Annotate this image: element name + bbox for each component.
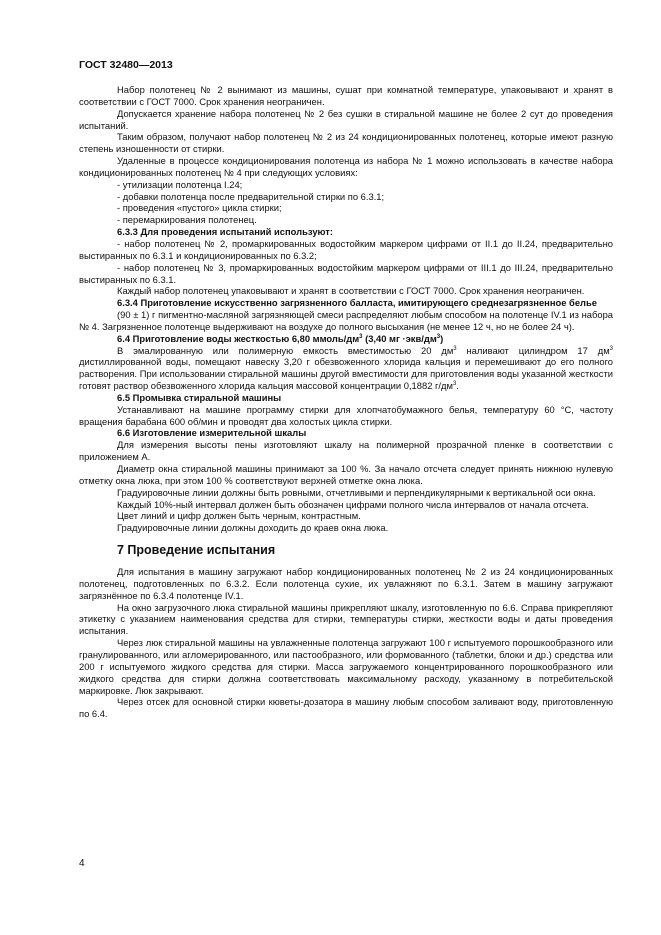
paragraph: Каждый 10%-ный интервал должен быть обозначен цифрами полного числа интервалов от начала отсчета. [117,498,589,510]
paragraph-text: дистиллированной воды, помещают навеску 3,20 г обезвоженного хлорида кальция и перемешивают до его полного растворения. При использовании стиральной машины другой вместимости для приготовления воды указанной жесткости готовят раствор обезвоженного хлорида кальция массовой концентрации 0,1882 г/дм [79,356,613,392]
list-item: - утилизации полотенца I.24; [117,178,243,190]
paragraph [79,345,613,392]
paragraph: Таким образом, получают набор полотенец № 2 из 24 кондиционированных полотенец, которые имеют разную степень изношенности от стирки. [79,131,613,155]
list-item: - перемаркирования полотенец. [117,214,257,226]
paragraph-text: наливают цилиндром 17 дм [456,344,610,356]
superscript: 3 [609,345,613,352]
paragraph: Цвет линий и цифр должен быть черным, контрастным. [117,510,361,522]
paragraph: На окно загрузочного люка стиральной машины прикрепляют шкалу, изготовленную по 6.6. Справа прикрепляют этикетку с указанием наименования средства для стирки, температуры стирки, жесткости воды и даты проведения испытания. [79,601,613,637]
superscript: 3 [453,345,457,352]
list-item: - добавки полотенца после предварительной стирки по 6.3.1; [117,190,385,202]
heading-text: ) [440,332,444,344]
subsection-heading-6-3-3: 6.3.3 Для проведения испытаний используют: [117,226,334,238]
section-heading-6-5: 6.5 Промывка стиральной машины [117,391,282,403]
list-item: - проведения «пустого» цикла стирки; [117,202,282,214]
subsection-heading-6-3-4: 6.3.4 Приготовление искусственно загрязненного балласта, имитирующего среднезагрязненное белье [117,297,597,309]
section-heading-6-4 [79,333,613,345]
section-heading-6-6: 6.6 Изготовление измерительной шкалы [117,427,307,439]
paragraph: Удаленные в процессе кондиционирования полотенца из набора № 1 можно использовать в качестве набора кондиционированных полотенец № 4 при следующих условиях: [79,155,613,178]
document-code: ГОСТ 32480—2013 [79,59,173,71]
page-number: 4 [79,858,85,869]
paragraph: Устанавливают на машине программу стирки для хлопчатобумажного белья, температуру 60 °С, частоту вращения барабана 600 об/мин и проводят два холостых цикла стирки. [79,403,613,427]
paragraph: Градуировочные линии должны быть ровными, отчетливыми и перпендикулярными к вертикальной оси окна. [117,486,596,498]
paragraph: Допускается хранение набора полотенец № 2 без сушки в стиральной машине не более 2 сут до проведения испытаний. [79,107,613,131]
paragraph: Набор полотенец № 2 вынимают из машины, сушат при комнатной температуре, упаковывают и хранят в соответствии с ГОСТ 7000. Срок хранения неограничен. [79,84,613,107]
paragraph: Диаметр окна стиральной машины принимают за 100 %. За начало отсчета следует принять нижнюю нулевую отметку окна люка, при этом 100 % соответствуют верхней отметке окна люка. [79,463,613,486]
paragraph: (90 ± 1) г пигментно-масляной загрязняющей смеси распределяют любым способом на полотенце IV.1 из набора № 4. Загрязненное полотенце выдерживают на воздухе до полного высыхания (не менее 12 ч, но не более 24 ч). [79,309,613,332]
paragraph: Для измерения высоты пены изготовляют шкалу на полимерной прозрачной пленке в соответствии с приложением А. [79,439,613,463]
paragraph: - набор полотенец № 2, промаркированных водостойким маркером цифрами от II.1 до II.24, предварительно выстиранных по 6.3.1 и кондиционированных по 6.3.2; [79,237,613,261]
paragraph: Через отсек для основной стирки кюветы-дозатора в машину любым способом заливают воду, приготовленную по 6.4. [79,696,613,720]
heading-text: (3,40 мг ·экв/дм [362,332,437,344]
paragraph: Каждый набор полотенец упаковывают и хранят в соответствии с ГОСТ 7000. Срок хранения неограничен. [117,285,585,297]
paragraph: Через люк стиральной машины на увлажненные полотенца загружают 100 г испытуемого порошкообразного или гранулированного, или агломерированного, или пастообразного, или формованного (таблетки, блоки и др.) средства или 200 г испытуемого жидкого средства для стирки. Масса загружаемого концентрированного порошкообразного или жидкого средства для стирки должна соответствовать максимальному расходу, указанному в потребительской маркировке. Люк закрывают. [79,637,613,696]
paragraph-text: В эмалированную или полимерную емкость вместимостью 20 дм [117,344,454,356]
paragraph: Градуировочные линии должны доходить до краев окна люка. [117,522,389,534]
section-heading-7: 7 Проведение испытания [117,543,276,558]
superscript: 3 [452,380,457,387]
paragraph-text: . [456,380,459,392]
heading-text: 6.4 Приготовление воды жесткостью 6,80 ммоль/дм [117,332,360,344]
paragraph: - набор полотенец № 3, промаркированных водостойким маркером цифрами от III.1 до III.24, предварительно выстиранных по 6.3.1. [79,261,613,285]
paragraph: Для испытания в машину загружают набор кондиционированных полотенец № 2 из 24 кондиционированных полотенец, подготовленных по 6.3.2. Если полотенца сухие, их увлажняют по 6.3.1. Затем в машину загружают загрязнённое по 6.3.4 полотенце IV.1. [79,566,613,601]
superscript: 3 [359,333,363,340]
superscript: 3 [436,333,441,340]
document-body [79,84,613,720]
